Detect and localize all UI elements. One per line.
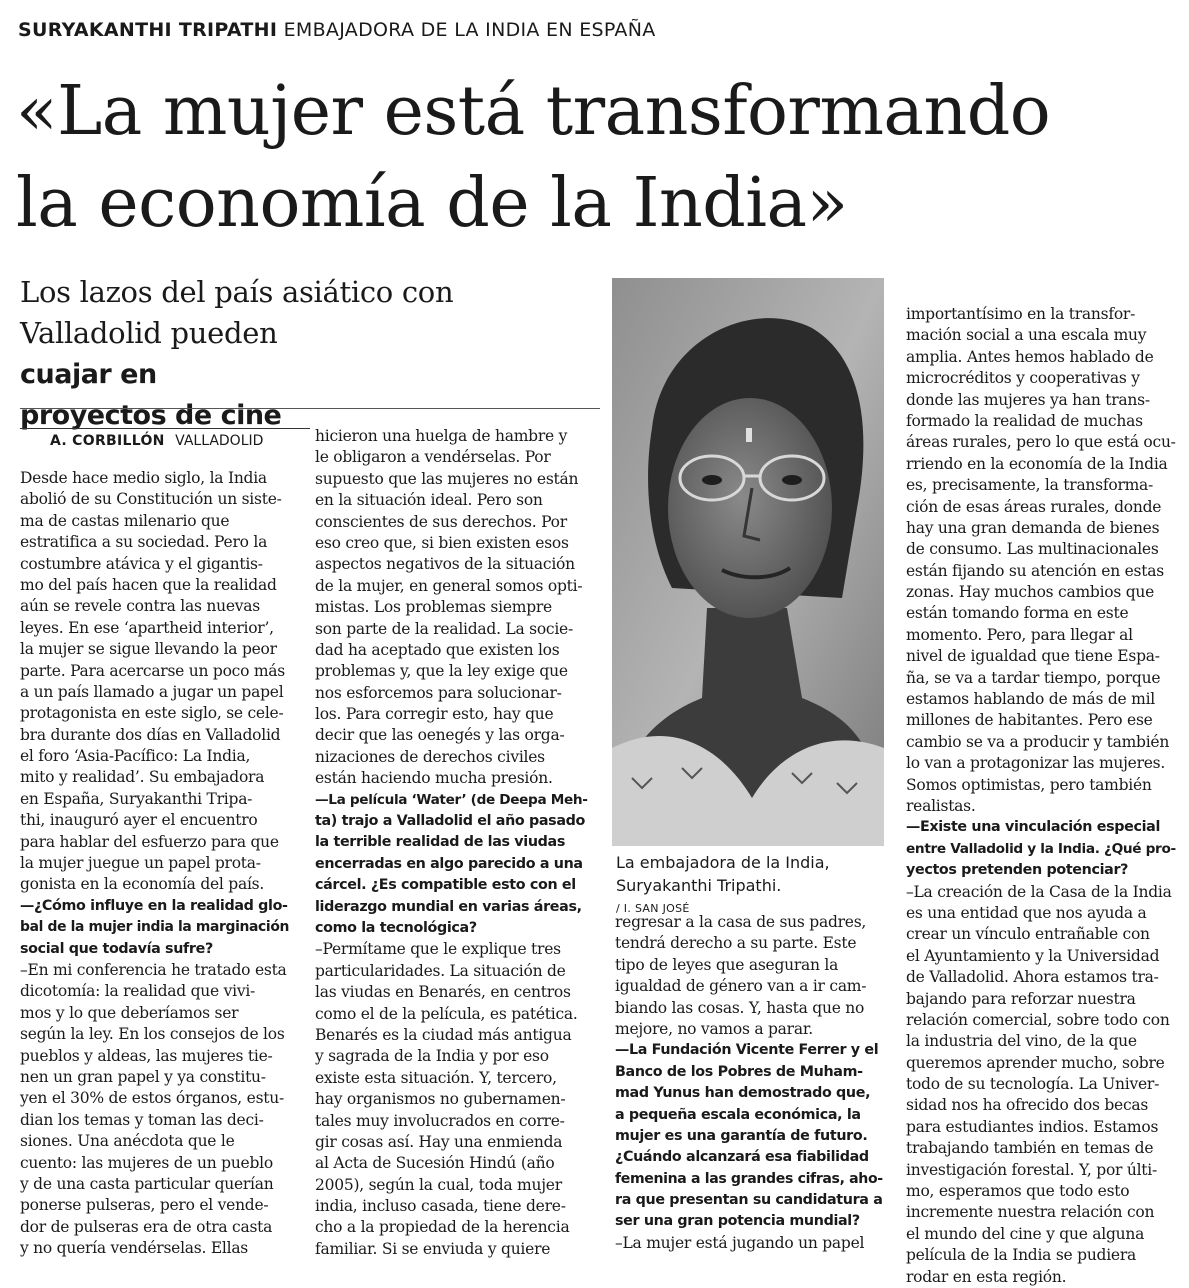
body-text-line: relación comercial, sobre todo con [906, 1010, 1170, 1029]
question-line: cárcel. ¿Es compatible esto con el [315, 877, 576, 894]
question-line: ser una gran potencia mundial? [615, 1213, 860, 1230]
body-text-line: nizaciones de derechos civiles [315, 747, 545, 766]
body-text-line: estratifica a su sociedad. Pero la [20, 533, 268, 552]
body-text-line: importantísimo en la transfor- [906, 305, 1136, 323]
question-line: mad Yunus han demostrado que, [615, 1085, 871, 1102]
body-text-line: yen el 30% de estos órganos, estu- [20, 1089, 284, 1108]
body-text-line: la industria del vino, de la que [906, 1032, 1137, 1051]
body-text-line: ña, se va a tardar tiempo, porque [906, 668, 1161, 687]
body-text-line: de la mujer, en general somos opti- [315, 576, 583, 595]
body-text-line: según la ley. En los consejos de los [20, 1025, 285, 1044]
body-text-line: en España, Suryakanthi Tripa- [20, 789, 253, 808]
body-text-line: particularidades. La situación de [315, 961, 566, 980]
question-line: entre Valladolid y la India. ¿Qué pro- [906, 840, 1176, 857]
body-text-line: dor de pulseras era de otra casta [20, 1217, 273, 1236]
body-text-line: existe esta situación. Y, tercero, [315, 1068, 557, 1087]
article-column-3 [615, 912, 885, 1254]
article-column-2 [315, 426, 590, 1260]
kicker [18, 18, 1178, 42]
body-text-line: mito y realidad’. Su embajadora [20, 768, 265, 787]
body-text-line: thi, inauguró ayer el encuentro [20, 811, 258, 830]
body-text-line: las viudas en Benarés, en centros [315, 983, 571, 1002]
body-text-line: están tomando forma en este [906, 604, 1129, 623]
body-text-line: mos y lo que deberíamos ser [20, 1003, 239, 1022]
body-text-line: igualdad de género van a ir cam- [615, 977, 867, 996]
question-line: ra que presentan su candidatura a [615, 1192, 883, 1209]
question-line: —Existe una vinculación especial [906, 819, 1160, 836]
body-text-line: ción de esas áreas rurales, donde [906, 497, 1162, 516]
body-text-line: y sagrada de la India y por eso [315, 1047, 549, 1066]
body-text-line: el mundo del cine y que alguna [906, 1224, 1145, 1243]
body-text-line: dian los temas y toman las deci- [20, 1110, 264, 1129]
photo-credit: / I. SAN JOSÉ [616, 902, 690, 915]
body-text-line: todo de su tecnología. La Univer- [906, 1075, 1160, 1094]
body-text-line: zonas. Hay muchos cambios que [906, 583, 1155, 602]
photo-caption [616, 851, 891, 920]
body-text-line: siones. Una anécdota que le [20, 1132, 235, 1151]
body-text-line: bajando para reforzar nuestra [906, 989, 1136, 1008]
question-line: como la tecnológica? [315, 919, 477, 936]
question-line: mujer es una garantía de futuro. [615, 1127, 868, 1144]
body-text-line: tales muy involucrados en corre- [315, 1111, 565, 1130]
article-column-4 [906, 304, 1178, 1288]
body-text-line: microcréditos y cooperativas y [906, 369, 1140, 388]
body-text-line: hay una gran demanda de bienes [906, 518, 1160, 537]
body-text-line: protagonista en este siglo, se cele- [20, 704, 284, 723]
body-text-line: familiar. Si se enviuda y quiere [315, 1239, 551, 1258]
body-text-line: tendrá derecho a su parte. Este [615, 934, 857, 953]
body-text-line: gonista en la economía del país. [20, 875, 265, 894]
body-text-line: –La creación de la Casa de la India [906, 882, 1172, 901]
interviewee-name: SURYAKANTHI TRIPATHI [18, 19, 278, 41]
body-text-line: ponerse pulseras, pero el vende- [20, 1196, 269, 1215]
byline-author: A. CORBILLÓN [50, 433, 165, 449]
body-text-line: y no quería vendérselas. Ellas [20, 1239, 249, 1258]
body-text-line: estamos hablando de más de mil [906, 690, 1155, 709]
body-text-line: hay organismos no gubernamen- [315, 1090, 566, 1109]
body-text-line: abolió de su Constitución un siste- [20, 490, 282, 509]
question-line: encerradas en algo parecido a una [315, 855, 583, 872]
byline [20, 428, 310, 450]
subhead-line-2 [20, 313, 600, 395]
body-text-line: ma de castas milenario que [20, 511, 230, 530]
body-text-line: problemas y, que la ley exige que [315, 662, 568, 681]
body-text-line: sidad nos ha ofrecido dos becas [906, 1096, 1149, 1115]
body-text-line: millones de habitantes. Pero ese [906, 711, 1153, 730]
body-text-line: mo, esperamos que todo esto [906, 1182, 1130, 1201]
body-text-line: es, precisamente, la transforma- [906, 476, 1154, 495]
article-column-1 [20, 468, 292, 1259]
body-text-line: cuento: las mujeres de un pueblo [20, 1153, 273, 1172]
body-text-line: Benarés es la ciudad más antigua [315, 1025, 572, 1044]
body-text-line: la mujer juegue un papel prota- [20, 854, 261, 873]
subhead-line-3: proyectos de cine [20, 400, 282, 431]
body-text-line: 2005), según la cual, toda mujer [315, 1175, 562, 1194]
body-text-line: –En mi conferencia he tratado esta [20, 960, 287, 979]
body-text-line: –Permítame que le explique tres [315, 940, 561, 959]
body-text-line: la mujer se sigue llevando la peor [20, 640, 277, 659]
body-text-line: india, incluso casada, tiene dere- [315, 1197, 566, 1216]
body-text-line: pueblos y aldeas, las mujeres tie- [20, 1046, 273, 1065]
headline-line-1: «La mujer está transformando [16, 72, 1051, 151]
body-text-line: crear un vínculo entrañable con [906, 925, 1150, 944]
body-text-line: leyes. En ese ‘apartheid interior’, [20, 618, 274, 637]
question-line: ta) trajo a Valladolid el año pasado [315, 813, 585, 830]
question-line: ¿Cuándo alcanzará esa fiabilidad [615, 1149, 869, 1166]
body-text-line: gir cosas así. Hay una enmienda [315, 1132, 563, 1151]
body-text-line: formado la realidad de muchas [906, 411, 1143, 430]
body-text-line: trabajando también en temas de [906, 1139, 1154, 1158]
ambassador-photo [612, 278, 884, 846]
question-line: femenina a las grandes cifras, aho- [615, 1170, 883, 1187]
body-text-line: como el de la película, es patética. [315, 1004, 578, 1023]
body-text-line: mación social a una escala muy [906, 326, 1147, 345]
body-text-line: donde las mujeres ya han trans- [906, 390, 1150, 409]
body-text-line: cambio se va a producir y también [906, 732, 1170, 751]
body-text-line: le obligaron a vendérselas. Por [315, 448, 551, 467]
body-text-line: nivel de igualdad que tiene Espa- [906, 647, 1160, 666]
body-text-line: lo van a protagonizar las mujeres. [906, 754, 1166, 773]
body-text-line: Somos optimistas, pero también [906, 775, 1152, 794]
body-text-line: supuesto que las mujeres no están [315, 469, 579, 488]
body-text-line: mejore, no vamos a parar. [615, 1019, 813, 1038]
body-text-line: regresar a la casa de sus padres, [615, 913, 867, 931]
question-line: yectos pretenden potenciar? [906, 862, 1129, 879]
body-text-line: tipo de leyes que aseguran la [615, 955, 839, 974]
body-text-line: de consumo. Las multinacionales [906, 540, 1159, 559]
body-text-line: áreas rurales, pero lo que está ocu- [906, 433, 1176, 452]
question-line: la terrible realidad de las viudas [315, 834, 565, 851]
body-text-line: nen un gran papel y ya constitu- [20, 1067, 266, 1086]
body-text-line: película de la India se pudiera [906, 1246, 1137, 1265]
body-text-line: aún se revele contra las nuevas [20, 597, 260, 616]
body-text-line: el Ayuntamiento y la Universidad [906, 946, 1160, 965]
interviewee-role: EMBAJADORA DE LA INDIA EN ESPAÑA [283, 19, 656, 41]
body-text-line: dicotomía: la realidad que vivi- [20, 982, 256, 1001]
question-line: a pequeña escala económica, la [615, 1106, 861, 1123]
body-text-line: es una entidad que nos ayuda a [906, 903, 1147, 922]
body-text-line: en la situación ideal. Pero son [315, 491, 543, 510]
body-text-line: para hablar del esfuerzo para que [20, 832, 279, 851]
body-text-line: aspectos negativos de la situación [315, 555, 575, 574]
body-text-line: investigación forestal. Y, por últi- [906, 1160, 1157, 1179]
caption-line-1: La embajadora de la India, [616, 853, 830, 872]
subhead-line-2-plain: Valladolid pueden [20, 316, 278, 350]
subhead-line-2-strong: cuajar en [20, 359, 157, 390]
body-text-line: de Valladolid. Ahora estamos tra- [906, 968, 1159, 987]
question-line: —La Fundación Vicente Ferrer y el [615, 1042, 879, 1059]
subheadline [20, 272, 600, 436]
body-text-line: bra durante dos días en Valladolid [20, 725, 281, 744]
body-text-line: para estudiantes indios. Estamos [906, 1117, 1159, 1136]
question-line: liderazgo mundial en varias áreas, [315, 898, 582, 915]
question-line: —La película ‘Water’ (de Deepa Meh- [315, 791, 588, 808]
body-text-line: biando las cosas. Y, hasta que no [615, 998, 865, 1017]
body-text-line: los. Para corregir esto, hay que [315, 705, 554, 724]
question-line: bal de la mujer india la marginación [20, 919, 290, 936]
question-line: Banco de los Pobres de Muham- [615, 1063, 863, 1080]
body-text-line: –La mujer está jugando un papel [615, 1233, 865, 1252]
body-text-line: queremos aprender mucho, sobre [906, 1053, 1165, 1072]
body-text-line: son parte de la realidad. La socie- [315, 619, 573, 638]
body-text-line: cho a la propiedad de la herencia [315, 1218, 570, 1237]
subhead-line-1: Los lazos del país asiático con [20, 275, 454, 309]
body-text-line: al Acta de Sucesión Hindú (año [315, 1154, 555, 1173]
body-text-line: nos esforcemos para solucionar- [315, 683, 562, 702]
body-text-line: están haciendo mucha presión. [315, 769, 553, 788]
headline [16, 66, 1181, 250]
caption-subject: Suryakanthi Tripathi. [616, 876, 782, 895]
question-line: social que todavía sufre? [20, 940, 213, 957]
body-text-line: rodar en esta región. [906, 1267, 1067, 1286]
body-text-line: costumbre atávica y el gigantis- [20, 554, 263, 573]
body-text-line: decir que las oenegés y las orga- [315, 726, 565, 745]
subhead-rule [20, 408, 600, 409]
body-text-line: momento. Pero, para llegar al [906, 625, 1133, 644]
headline-line-2: la economía de la India» [16, 164, 848, 243]
body-text-line: eso creo que, si bien existen esos [315, 533, 569, 552]
ambassador-portrait-image [612, 278, 884, 846]
body-text-line: a un país llamado a jugar un papel [20, 682, 284, 701]
body-text-line: mo del país hacen que la realidad [20, 575, 277, 594]
body-text-line: amplia. Antes hemos hablado de [906, 347, 1154, 366]
body-text-line: rriendo en la economía de la India [906, 454, 1168, 473]
body-text-line: están fijando su atención en estas [906, 561, 1164, 580]
body-text-line: el foro ‘Asia-Pacífico: La India, [20, 747, 251, 766]
body-text-line: realistas. [906, 796, 976, 815]
body-text-line: hicieron una huelga de hambre y [315, 427, 568, 445]
body-text-line: incremente nuestra relación con [906, 1203, 1155, 1222]
body-text-line: conscientes de sus derechos. Por [315, 512, 567, 531]
body-text-line: parte. Para acercarse un poco más [20, 661, 285, 680]
body-text-line: y de una casta particular querían [20, 1174, 274, 1193]
body-text-line: dad ha aceptado que existen los [315, 640, 560, 659]
body-text-line: Desde hace medio siglo, la India [20, 469, 267, 487]
question-line: —¿Cómo influye en la realidad glo- [20, 897, 288, 914]
byline-place: VALLADOLID [175, 433, 264, 449]
body-text-line: mistas. Los problemas siempre [315, 598, 552, 617]
